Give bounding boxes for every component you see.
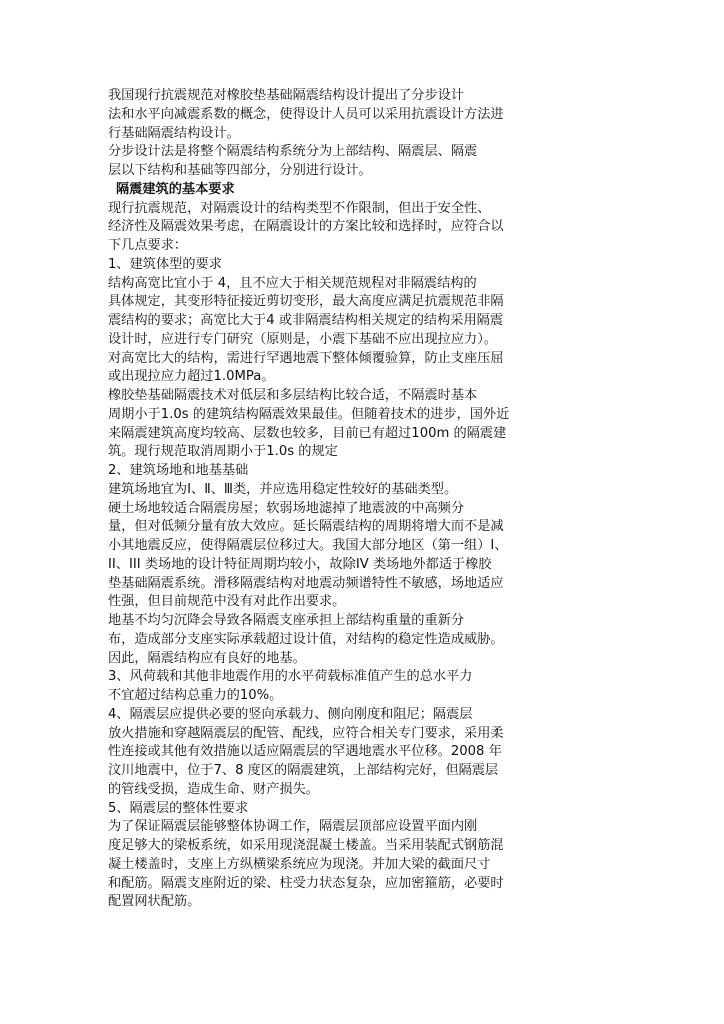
paragraph-line: 我国现行抗震规范对橡胶垫基础隔震结构设计提出了分步设计 (108, 88, 465, 103)
paragraph-line: 凝土楼盖时，支座上方纵横梁系统应为现浇。并加大梁的截面尺寸 (108, 856, 491, 872)
paragraph-line: 配置网状配筋。 (108, 894, 201, 910)
paragraph-line: 量，但对低频分量有放大效应。延长隔震结构的周期将增大而不是减 (108, 519, 504, 535)
paragraph-line: 硬土场地较适合隔震房屋；软弱场地滤掉了地震波的中高频分 (108, 500, 465, 516)
paragraph-line: 的管线受损，造成生命、财产损失。 (108, 781, 319, 797)
subsection-heading: 1、建筑体型的要求 (108, 256, 222, 272)
paragraph-line: 震结构的要求；高宽比大于4 或非隔震结构相关规定的结构采用隔震 (108, 313, 504, 328)
paragraph-line: 下几点要求： (108, 238, 188, 253)
paragraph-line: 设计时，应进行专门研究（原则是，小震下基础不应出现拉应力）。 (108, 331, 498, 347)
section-heading: 隔震建筑的基本要求 (116, 181, 235, 197)
paragraph-line: 经济性及隔震效果考虑，在隔震设计的方案比较和选择时，应符合以 (108, 219, 504, 235)
document-body (108, 87, 608, 912)
paragraph-line: 橡胶垫基础隔震技术对低层和多层结构比较合适，不隔震时基本 (108, 388, 478, 403)
paragraph-line: 筑。现行规范取消周期小于1.0s 的规定 (108, 444, 338, 460)
paragraph-line: 垫基础隔震系统。滑移隔震结构对地震动频谱特性不敏感，场地适应 (108, 575, 504, 591)
paragraph-line: 不宜超过结构总重力的10%。 (108, 688, 283, 703)
paragraph-line: 和配筋。隔震支座附近的梁、柱受力状态复杂，应加密箍筋，必要时 (108, 875, 504, 891)
paragraph-line: II、III 类场地的设计特征周期均较小，故除IV 类场地外都适于橡胶 (108, 556, 492, 572)
subsection-heading: 5、隔震层的整体性要求 (108, 800, 249, 816)
paragraph-line: 结构高宽比宜小于 4，且不应大于相关规范规程对非隔震结构的 (108, 275, 477, 291)
paragraph-line: 度足够大的梁板系统，如采用现浇混凝土楼盖。当采用装配式钢筋混 (108, 838, 504, 853)
paragraph-line: 周期小于1.0s 的建筑结构隔震效果最佳。但随着技术的进步，国外近 (108, 406, 510, 422)
paragraph-line: 因此，隔震结构应有良好的地基。 (108, 650, 306, 666)
paragraph-line: 地基不均匀沉降会导致各隔震支座承担上部结构重量的重新分 (108, 613, 465, 628)
paragraph-line: 性连接或其他有效措施以适应隔震层的罕遇地震水平位移。2008 年 (108, 744, 502, 760)
subsection-heading: 4、隔震层应提供必要的竖向承载力、侧向刚度和阻尼；隔震层 (108, 706, 473, 722)
paragraph-line: 具体规定，其变形特征接近剪切变形，最大高度应满足抗震规范非隔 (108, 294, 504, 310)
paragraph-line: 小其地震反应，使得隔震层位移过大。我国大部分地区（第一组）I、 (108, 538, 508, 553)
subsection-heading: 3、风荷载和其他非地震作用的水平荷载标准值产生的总水平力 (108, 669, 473, 685)
paragraph-line: 对高宽比大的结构，需进行罕遇地震下整体倾覆验算，防止支座压屈 (108, 350, 504, 366)
paragraph-line: 现行抗震规范，对隔震设计的结构类型不作限制，但出于安全性、 (108, 200, 491, 216)
paragraph-line: 层以下结构和基础等四部分，分别进行设计。 (108, 163, 372, 178)
paragraph-line: 为了保证隔震层能够整体协调工作，隔震层顶部应设置平面内刚 (108, 819, 478, 835)
subsection-heading: 2、建筑场地和地基基础 (108, 463, 249, 478)
paragraph-line: 汶川地震中，位于7、8 度区的隔震建筑，上部结构完好，但隔震层 (108, 763, 499, 778)
paragraph-line: 性强，但目前规范中没有对此作出要求。 (108, 594, 346, 610)
paragraph-line: 法和水平向减震系数的概念，使得设计人员可以采用抗震设计方法进 (108, 106, 504, 122)
paragraph-line: 建筑场地宜为Ⅰ、Ⅱ、Ⅲ类，并应选用稳定性较好的基础类型。 (108, 481, 458, 497)
paragraph-line: 布，造成部分支座实际承载超过设计值，对结构的稳定性造成威胁。 (108, 631, 504, 647)
paragraph-line: 或出现拉应力超过1.0MPa。 (108, 369, 275, 385)
paragraph-line: 行基础隔震结构设计。 (108, 125, 240, 141)
paragraph-line: 来隔震建筑高度均较高、层数也较多，目前已有超过100m 的隔震建 (108, 425, 507, 441)
paragraph-line: 分步设计法是将整个隔震结构系统分为上部结构、隔震层、隔震 (108, 144, 478, 160)
paragraph-line: 放火措施和穿越隔震层的配管、配线，应符合相关专门要求，采用柔 (108, 725, 504, 741)
